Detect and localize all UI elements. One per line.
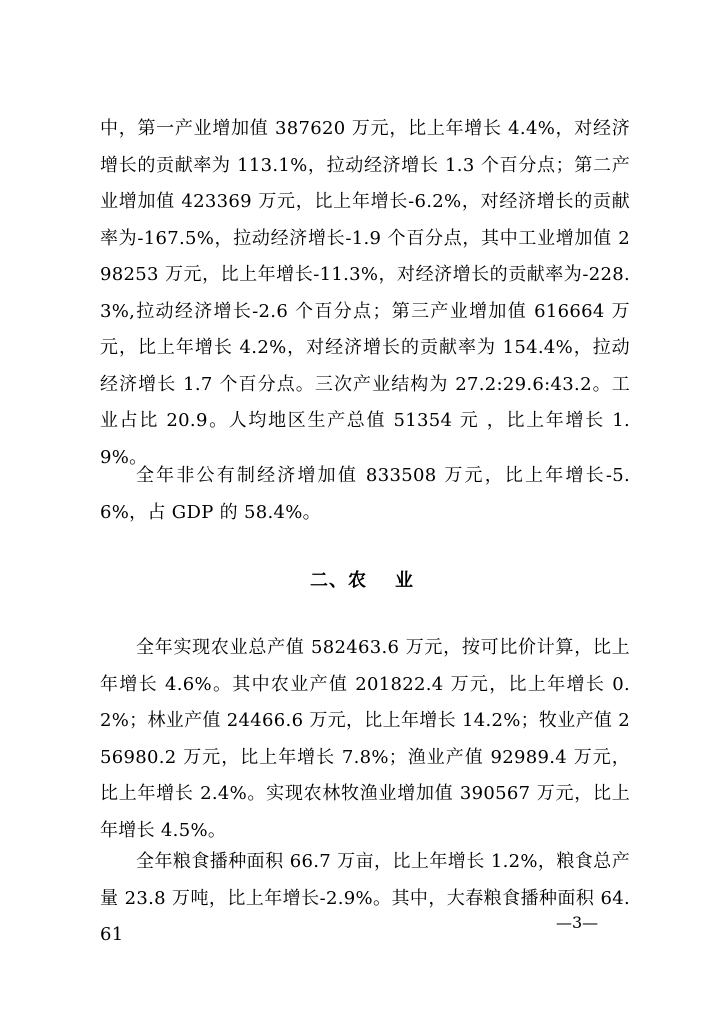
- paragraph-grain: 全年粮食播种面积 66.7 万亩，比上年增长 1.2%，粮食总产量 23.8 万吨，比上年增长-2.9%。其中，大春粮食播种面积 64.61: [100, 851, 630, 945]
- section-heading-part2: 业: [395, 570, 414, 591]
- page-number: —3—: [556, 913, 599, 932]
- section-heading-part1: 二、农: [310, 570, 367, 591]
- paragraph-non-public-economy: 全年非公有制经济增加值 833508 万元，比上年增长-5.6%，占 GDP 的 58.4%。: [100, 465, 630, 523]
- section-heading-agriculture: [0, 566, 724, 592]
- paragraph-agriculture-output: 全年实现农业总产值 582463.6 万元，按可比价计算，比上年增长 4.6%。其中农业产值 201822.4 万元，比上年增长 0.2%；林业产值 24466.6 万元，比上年增长 14.2%；牧业产值 256980.2 万元，比上年增长 7.8%；渔业产值 92989.4 万元，比上年增长 2.4%。实现农林牧渔业增加值 390567 万元，比上年增长 4.5%。: [100, 637, 630, 841]
- paragraph-gdp-industries: 中，第一产业增加值 387620 万元，比上年增长 4.4%，对经济增长的贡献率为 113.1%，拉动经济增长 1.3 个百分点；第二产业增加值 423369 万元，比上年增长-6.2%，对经济增长的贡献率为-167.5%，拉动经济增长-1.9 个百分点，其中工业增加值 298253 万元，比上年增长-11.3%，对经济增长的贡献率为-228.3%,拉动经济增长-2.6 个百分点；第三产业增加值 616664 万元，比上年增长 4.2%，对经济增长的贡献率为 154.4%，拉动经济增长 1.7 个百分点。三次产业结构为 27.2:29.6:43.2。工业占比 20.9。人均地区生产总值 51354 元 ，比上年增长 1.9%。: [100, 118, 630, 468]
